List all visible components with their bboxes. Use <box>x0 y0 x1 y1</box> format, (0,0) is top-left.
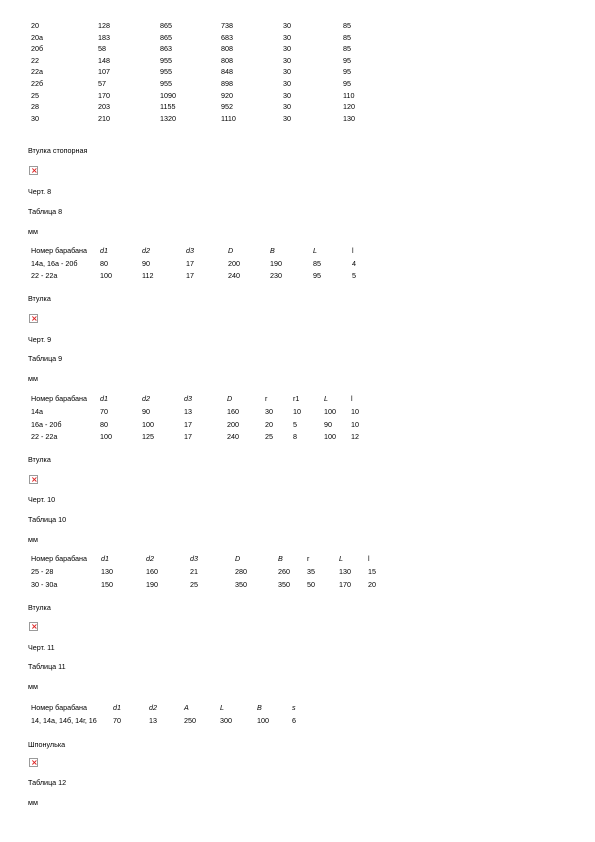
table-cell: 683 <box>221 33 233 42</box>
table-cell: 22 - 22а <box>31 432 58 441</box>
table-cell: 250 <box>184 716 196 725</box>
table-cell: 130 <box>101 567 113 576</box>
table-header-cell: d2 <box>142 394 150 403</box>
table-row <box>0 102 595 112</box>
broken-image-icon: × <box>31 314 38 323</box>
table-cell: 30 <box>283 21 291 30</box>
caption-key-12: Шпонулька <box>28 740 66 749</box>
table-cell: 230 <box>270 271 282 280</box>
table-cell: 70 <box>113 716 121 725</box>
table-cell: 95 <box>313 271 321 280</box>
table-cell: 300 <box>220 716 232 725</box>
table-header-cell: B <box>257 703 262 712</box>
table-cell: 808 <box>221 44 233 53</box>
table-title-9: Таблица 9 <box>28 354 63 363</box>
table-cell: 80 <box>100 420 108 429</box>
table-cell: 6 <box>292 716 296 725</box>
table-header-cell: d1 <box>100 394 108 403</box>
table-cell: 22 - 22а <box>31 271 58 280</box>
table-cell: 95 <box>343 79 351 88</box>
table-header-cell: s <box>292 703 296 712</box>
table-cell: 25 - 28 <box>31 567 54 576</box>
table-cell: 955 <box>160 67 172 76</box>
caption-stop-sleeve: Втулка стопорная <box>28 146 88 155</box>
table-row <box>0 259 595 269</box>
table-cell: 17 <box>184 420 192 429</box>
table-cell: 58 <box>98 44 106 53</box>
table-cell: 210 <box>98 114 110 123</box>
table-header-row <box>0 554 595 564</box>
table-cell: 14а <box>31 407 43 416</box>
table-header-cell: A <box>184 703 189 712</box>
table-cell: 1320 <box>160 114 176 123</box>
table-cell: 57 <box>98 79 106 88</box>
unit-label-8: мм <box>28 227 38 236</box>
table-cell: 95 <box>343 56 351 65</box>
table-cell: 183 <box>98 33 110 42</box>
table-cell: 898 <box>221 79 233 88</box>
table-header-cell: L <box>220 703 224 712</box>
table-cell: 112 <box>142 271 154 280</box>
table-header-cell: Номер барабана <box>31 394 87 403</box>
table-header-cell: B <box>270 246 275 255</box>
table-cell: 5 <box>293 420 297 429</box>
table-cell: 10 <box>293 407 301 416</box>
table-cell: 85 <box>343 44 351 53</box>
table-row <box>0 91 595 101</box>
table-cell: 738 <box>221 21 233 30</box>
table-row <box>0 716 595 726</box>
table-header-cell: l <box>368 554 370 563</box>
table-cell: 12 <box>351 432 359 441</box>
table-header-cell: d1 <box>101 554 109 563</box>
table-cell: 865 <box>160 21 172 30</box>
table-cell: 190 <box>270 259 282 268</box>
table-cell: 13 <box>184 407 192 416</box>
unit-label-10: мм <box>28 535 38 544</box>
table-cell: 17 <box>186 271 194 280</box>
table-cell: 10 <box>351 420 359 429</box>
table-header-cell: D <box>227 394 233 403</box>
table-cell: 100 <box>100 271 112 280</box>
table-cell: 21 <box>190 567 198 576</box>
table-cell: 22б <box>31 79 44 88</box>
table-cell: 25 <box>31 91 39 100</box>
table-header-cell: d3 <box>190 554 198 563</box>
table-row <box>0 420 595 430</box>
table-cell: 100 <box>100 432 112 441</box>
table-cell: 240 <box>228 271 240 280</box>
table-cell: 200 <box>227 420 239 429</box>
table-cell: 85 <box>343 33 351 42</box>
table-cell: 25 <box>265 432 273 441</box>
table-cell: 100 <box>324 407 336 416</box>
table-cell: 10 <box>351 407 359 416</box>
table-cell: 1110 <box>221 114 236 123</box>
table-cell: 20 <box>368 580 376 589</box>
table-cell: 8 <box>293 432 297 441</box>
table-cell: 240 <box>227 432 239 441</box>
table-cell: 30 <box>283 114 291 123</box>
table-cell: 30 <box>283 79 291 88</box>
table-header-cell: d2 <box>146 554 154 563</box>
table-cell: 100 <box>324 432 336 441</box>
table-row <box>0 21 595 31</box>
table-cell: 920 <box>221 91 233 100</box>
table-cell: 203 <box>98 102 110 111</box>
broken-image-icon: × <box>31 475 38 484</box>
table-cell: 30 <box>283 33 291 42</box>
table-cell: 350 <box>278 580 290 589</box>
table-cell: 125 <box>142 432 154 441</box>
table-cell: 130 <box>343 114 355 123</box>
table-header-cell: l <box>352 246 354 255</box>
table-cell: 95 <box>343 67 351 76</box>
table-header-cell: d3 <box>184 394 192 403</box>
table-cell: 20 <box>265 420 273 429</box>
table-cell: 28 <box>31 102 39 111</box>
chart-label-8: Черт. 8 <box>28 187 52 196</box>
table-row <box>0 114 595 124</box>
table-row <box>0 67 595 77</box>
table-header-cell: D <box>235 554 241 563</box>
table-cell: 20б <box>31 44 44 53</box>
table-header-cell: r1 <box>293 394 300 403</box>
table-header-cell: d1 <box>113 703 121 712</box>
table-cell: 90 <box>142 407 150 416</box>
table-title-10: Таблица 10 <box>28 515 67 524</box>
chart-label-11: Черт. 11 <box>28 643 55 652</box>
table-cell: 100 <box>142 420 154 429</box>
table-cell: 80 <box>100 259 108 268</box>
table-row <box>0 79 595 89</box>
table-header-row <box>0 394 595 404</box>
table-cell: 863 <box>160 44 172 53</box>
chart-label-10: Черт. 10 <box>28 495 56 504</box>
table-cell: 30 - 30а <box>31 580 58 589</box>
chart-label-9: Черт. 9 <box>28 335 52 344</box>
table-title-12: Таблица 12 <box>28 778 67 787</box>
table-cell: 160 <box>227 407 239 416</box>
table-row <box>0 44 595 54</box>
table-cell: 50 <box>307 580 315 589</box>
table-row <box>0 432 595 442</box>
table-cell: 22а <box>31 67 43 76</box>
table-cell: 848 <box>221 67 233 76</box>
table-cell: 128 <box>98 21 110 30</box>
table-cell: 808 <box>221 56 233 65</box>
table-cell: 16а - 20б <box>31 420 62 429</box>
table-cell: 4 <box>352 259 356 268</box>
table-header-cell: d3 <box>186 246 194 255</box>
table-header-cell: d2 <box>142 246 150 255</box>
table-cell: 30 <box>31 114 39 123</box>
table-cell: 17 <box>184 432 192 441</box>
table-cell: 14, 14а, 14б, 14г, 16 <box>31 716 97 725</box>
table-header-cell: Номер барабана <box>31 246 87 255</box>
table-header-cell: L <box>324 394 328 403</box>
table-header-cell: L <box>339 554 343 563</box>
broken-image-icon: × <box>31 622 38 631</box>
table-row <box>0 580 595 590</box>
unit-label-12: мм <box>28 798 38 807</box>
table-cell: 17 <box>186 259 194 268</box>
table-cell: 130 <box>339 567 351 576</box>
table-cell: 170 <box>339 580 351 589</box>
table-cell: 107 <box>98 67 110 76</box>
table-cell: 160 <box>146 567 158 576</box>
table-header-cell: l <box>351 394 353 403</box>
table-cell: 20 <box>31 21 39 30</box>
table-cell: 120 <box>343 102 355 111</box>
table-header-row <box>0 703 595 713</box>
table-cell: 955 <box>160 79 172 88</box>
table-cell: 110 <box>343 91 355 100</box>
table-cell: 170 <box>98 91 110 100</box>
table-cell: 1155 <box>160 102 176 111</box>
table-row <box>0 567 595 577</box>
table-header-cell: L <box>313 246 317 255</box>
table-header-cell: d2 <box>149 703 157 712</box>
broken-image-icon: × <box>31 758 38 767</box>
table-cell: 15 <box>368 567 376 576</box>
table-title-8: Таблица 8 <box>28 207 63 216</box>
table-row <box>0 407 595 417</box>
table-row <box>0 33 595 43</box>
table-cell: 350 <box>235 580 247 589</box>
table-header-cell: d1 <box>100 246 108 255</box>
table-header-row <box>0 246 595 256</box>
table-title-11: Таблица 11 <box>28 662 66 671</box>
table-header-cell: D <box>228 246 234 255</box>
table-cell: 190 <box>146 580 158 589</box>
table-header-cell: r <box>265 394 268 403</box>
table-header-cell: Номер барабана <box>31 703 87 712</box>
table-cell: 85 <box>343 21 351 30</box>
table-cell: 5 <box>352 271 356 280</box>
table-cell: 35 <box>307 567 315 576</box>
table-cell: 30 <box>283 91 291 100</box>
table-cell: 85 <box>313 259 321 268</box>
table-cell: 70 <box>100 407 108 416</box>
table-cell: 955 <box>160 56 172 65</box>
unit-label-11: мм <box>28 682 38 691</box>
table-cell: 865 <box>160 33 172 42</box>
broken-image-icon: × <box>31 166 38 175</box>
table-cell: 25 <box>190 580 198 589</box>
table-cell: 90 <box>142 259 150 268</box>
table-cell: 22 <box>31 56 39 65</box>
caption-sleeve-11: Втулка <box>28 603 51 612</box>
table-cell: 100 <box>257 716 269 725</box>
table-cell: 30 <box>283 67 291 76</box>
caption-sleeve-10: Втулка <box>28 455 51 464</box>
table-cell: 148 <box>98 56 110 65</box>
unit-label-9: мм <box>28 374 38 383</box>
table-row <box>0 271 595 281</box>
table-cell: 952 <box>221 102 233 111</box>
table-header-cell: r <box>307 554 310 563</box>
table-cell: 30 <box>265 407 273 416</box>
table-cell: 200 <box>228 259 240 268</box>
table-cell: 150 <box>101 580 113 589</box>
table-cell: 30 <box>283 102 291 111</box>
caption-sleeve-9: Втулка <box>28 294 51 303</box>
table-cell: 1090 <box>160 91 176 100</box>
table-cell: 90 <box>324 420 332 429</box>
table-cell: 13 <box>149 716 157 725</box>
table-cell: 14а, 16а - 20б <box>31 259 78 268</box>
table-header-cell: B <box>278 554 283 563</box>
table-cell: 20а <box>31 33 43 42</box>
table-row <box>0 56 595 66</box>
table-header-cell: Номер барабана <box>31 554 87 563</box>
table-cell: 30 <box>283 44 291 53</box>
table-cell: 280 <box>235 567 247 576</box>
table-cell: 260 <box>278 567 290 576</box>
table-cell: 30 <box>283 56 291 65</box>
